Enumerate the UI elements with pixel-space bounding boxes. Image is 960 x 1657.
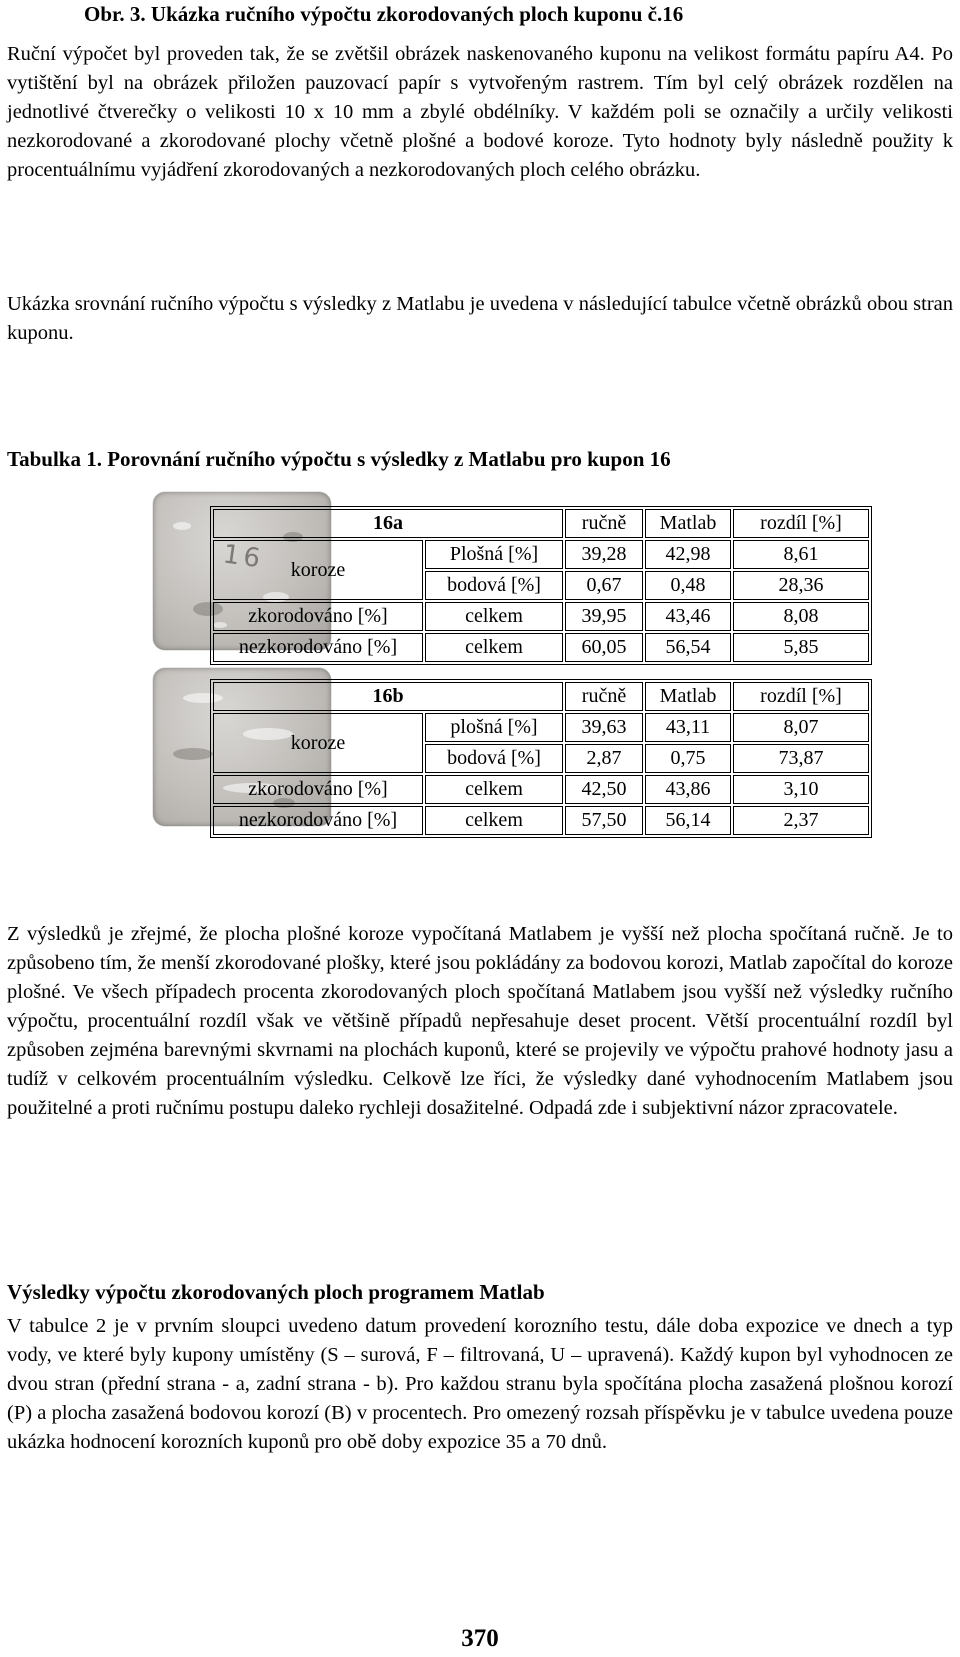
figure-caption: Obr. 3. Ukázka ručního výpočtu zkorodovaných ploch kuponu č.16 (84, 2, 684, 26)
cell-manual: 42,50 (565, 775, 643, 804)
cell-manual: 39,28 (565, 540, 643, 569)
cell-label: nezkorodováno [%] (213, 633, 423, 662)
cell-diff: 5,85 (733, 633, 869, 662)
cell-type: bodová [%] (425, 571, 563, 600)
page-number: 370 (461, 1625, 499, 1652)
cell-type: celkem (425, 775, 563, 804)
cell-type: plošná [%] (425, 713, 563, 742)
cell-matlab: 0,75 (645, 744, 731, 773)
cell-manual: 39,63 (565, 713, 643, 742)
col-matlab: Matlab (645, 509, 731, 538)
cell-matlab: 56,54 (645, 633, 731, 662)
table-row (213, 806, 869, 835)
cell-manual: 57,50 (565, 806, 643, 835)
coupon-stamp: 16 (221, 539, 266, 575)
row-koroze: koroze (213, 540, 423, 600)
table-row (213, 775, 869, 804)
col-manual: ručně (565, 682, 643, 711)
cell-matlab: 43,86 (645, 775, 731, 804)
table-row (213, 602, 869, 631)
cell-manual: 39,95 (565, 602, 643, 631)
table-title: Tabulka 1. Porovnání ručního výpočtu s výsledky z Matlabu pro kupon 16 (7, 447, 671, 471)
col-diff: rozdíl [%] (733, 509, 869, 538)
cell-type: Plošná [%] (425, 540, 563, 569)
cell-diff: 28,36 (733, 571, 869, 600)
cell-diff: 8,61 (733, 540, 869, 569)
table-row (213, 509, 869, 538)
col-matlab: Matlab (645, 682, 731, 711)
cell-diff: 3,10 (733, 775, 869, 804)
table-row (213, 540, 869, 569)
cell-diff: 8,08 (733, 602, 869, 631)
col-diff: rozdíl [%] (733, 682, 869, 711)
cell-label: nezkorodováno [%] (213, 806, 423, 835)
table-label: 16b (213, 682, 563, 711)
cell-matlab: 43,11 (645, 713, 731, 742)
cell-type: bodová [%] (425, 744, 563, 773)
table-row (213, 633, 869, 662)
paragraph-manual-method: Ruční výpočet byl proveden tak, že se zvětšil obrázek naskenovaného kuponu na velikost formátu papíru A4. Po vytištění byl na obrázek přiložen pauzovací papír s vytvořeným rastrem. Tím byl celý obrázek rozdělen na jednotlivé čtverečky o velikosti 10 x 10 mm a zbylé obdélníky. V každém poli se označily a určily velikosti nezkorodované a zkorodované plochy včetně plošné a bodové koroze. Tyto hodnoty byly následně použity k procentuálnímu vyjádření zkorodovaných a nezkorodovaných ploch celého obrázku. (7, 43, 953, 181)
cell-diff: 2,37 (733, 806, 869, 835)
cell-manual: 60,05 (565, 633, 643, 662)
col-manual: ručně (565, 509, 643, 538)
cell-type: celkem (425, 806, 563, 835)
table-row (213, 682, 869, 711)
paragraph-discussion: Z výsledků je zřejmé, že plocha plošné koroze vypočítaná Matlabem je vyšší než plocha spočítaná ručně. Je to způsobeno tím, že menší zkorodované plošky, které jsou pokládány za bodovou korozi, Matlab započítal do koroze plošné. Ve všech případech procenta zkorodovaných ploch spočítaná Matlabem jsou vyšší než výsledky ručního výpočtu, procentuální rozdíl však ve většině případů nepřesahuje deset procent. Větší procentuální rozdíl byl způsoben zejména barevnými skvrnami na plochách kuponů, které se projevily ve výpočtu prahové hodnoty jasu a tudíž v celkovém procentuálním výsledku. Celkově lze říci, že výsledky dané vyhodnocením Matlabem jsou použitelné a proti ručnímu postupu daleko rychleji dosažitelné. Odpadá zde i subjektivní názor zpracovatele. (7, 923, 953, 1119)
comparison-table-16a (210, 506, 872, 665)
cell-label: zkorodováno [%] (213, 602, 423, 631)
row-koroze: koroze (213, 713, 423, 773)
cell-diff: 73,87 (733, 744, 869, 773)
table-row (213, 713, 869, 742)
section-heading: Výsledky výpočtu zkorodovaných ploch programem Matlab (7, 1280, 545, 1304)
paragraph-results: V tabulce 2 je v prvním sloupci uvedeno datum provedení korozního testu, dále doba expozice ve dnech a typ vody, ve které byly kupony umístěny (S – surová, F – filtrovaná, U – upravená). Každý kupon byl vyhodnocen ze dvou stran (přední strana - a, zadní strana - b). Pro každou stranu byla spočítána plocha zasažená plošnou korozí (P) a plocha zasažená bodovou korozí (B) v procentech. Pro omezený rozsah příspěvku je v tabulce uvedena pouze ukázka hodnocení korozních kuponů pro obě doby expozice 35 a 70 dnů. (7, 1315, 953, 1453)
cell-matlab: 43,46 (645, 602, 731, 631)
comparison-table-16b (210, 679, 872, 838)
cell-type: celkem (425, 602, 563, 631)
cell-diff: 8,07 (733, 713, 869, 742)
cell-matlab: 42,98 (645, 540, 731, 569)
cell-matlab: 56,14 (645, 806, 731, 835)
table-label: 16a (213, 509, 563, 538)
cell-manual: 2,87 (565, 744, 643, 773)
paragraph-table-intro: Ukázka srovnání ručního výpočtu s výsledky z Matlabu je uvedena v následující tabulce včetně obrázků obou stran kuponu. (7, 293, 953, 344)
cell-label: zkorodováno [%] (213, 775, 423, 804)
cell-manual: 0,67 (565, 571, 643, 600)
cell-matlab: 0,48 (645, 571, 731, 600)
cell-type: celkem (425, 633, 563, 662)
